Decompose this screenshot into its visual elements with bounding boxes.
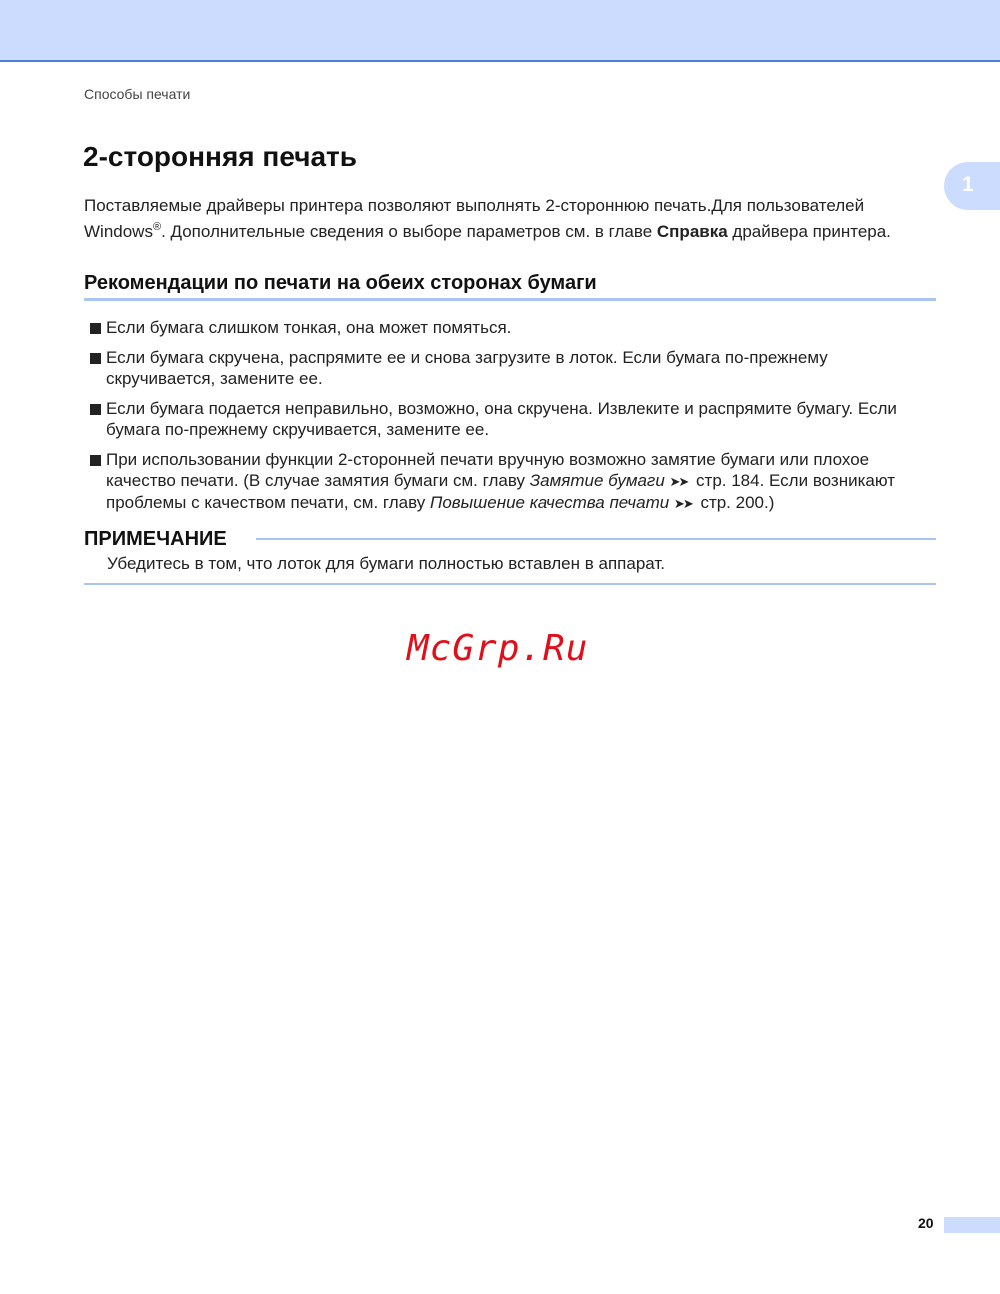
double-arrow-icon: ➤➤	[669, 474, 688, 489]
list-item-text: При использовании функции 2-сторонней печати вручную возможно замятие бумаги или плохое качество печати. (В случае замятия бумаги см. главу	[106, 450, 870, 490]
note-divider-bottom	[84, 583, 936, 585]
square-bullet-icon	[90, 323, 101, 334]
chapter-tab: 1	[944, 162, 1000, 210]
square-bullet-icon	[90, 404, 101, 415]
note-text: Убедитесь в том, что лоток для бумаги полностью вставлен в аппарат.	[107, 554, 665, 573]
section-title: Рекомендации по печати на обеих сторонах бумаги	[84, 272, 936, 301]
note-header	[84, 528, 936, 552]
list-item	[88, 347, 938, 389]
paper-jam-link[interactable]: Замятие бумаги	[529, 471, 665, 490]
list-item-text: стр. 184. Если возникают проблемы с качеством печати, см. главу	[106, 471, 896, 512]
list-item	[88, 398, 938, 440]
list-item-text: Если бумага подается неправильно, возможно, она скручена. Извлеките и распрямите бумагу. Если бумага по-прежнему скручивается, замените ее.	[106, 399, 897, 439]
intro-text-3: драйвера принтера.	[727, 222, 891, 241]
recommendations-list	[88, 317, 938, 523]
note-divider-top	[256, 538, 936, 540]
double-arrow-icon: ➤➤	[673, 496, 692, 511]
help-keyword: Справка	[656, 222, 728, 241]
list-item	[88, 317, 938, 338]
running-header: Способы печати	[84, 86, 191, 102]
list-item-text: Если бумага скручена, распрямите ее и снова загрузите в лоток. Если бумага по-прежнему скручивается, замените ее.	[106, 348, 828, 388]
intro-text-2: . Дополнительные сведения о выборе параметров см. в главе	[161, 222, 657, 241]
top-header-band	[0, 0, 1000, 62]
square-bullet-icon	[90, 455, 101, 466]
note-title: ПРИМЕЧАНИЕ	[84, 528, 243, 551]
intro-paragraph	[84, 193, 944, 245]
list-item-text: стр. 200.)	[695, 493, 775, 512]
square-bullet-icon	[90, 353, 101, 364]
intro-text-1: Поставляемые драйверы принтера позволяют выполнять 2-стороннюю печать.Для пользователей Windows	[84, 196, 865, 241]
print-quality-link[interactable]: Повышение качества печати	[430, 493, 670, 512]
page-title: 2-сторонняя печать	[83, 141, 357, 172]
watermark-logo: McGrp.Ru	[407, 628, 589, 669]
registered-mark: ®	[152, 221, 162, 233]
page-number: 20	[918, 1215, 934, 1231]
page-number-tab	[944, 1217, 1000, 1233]
list-item	[88, 449, 938, 514]
list-item-text: Если бумага слишком тонкая, она может помяться.	[106, 318, 512, 337]
